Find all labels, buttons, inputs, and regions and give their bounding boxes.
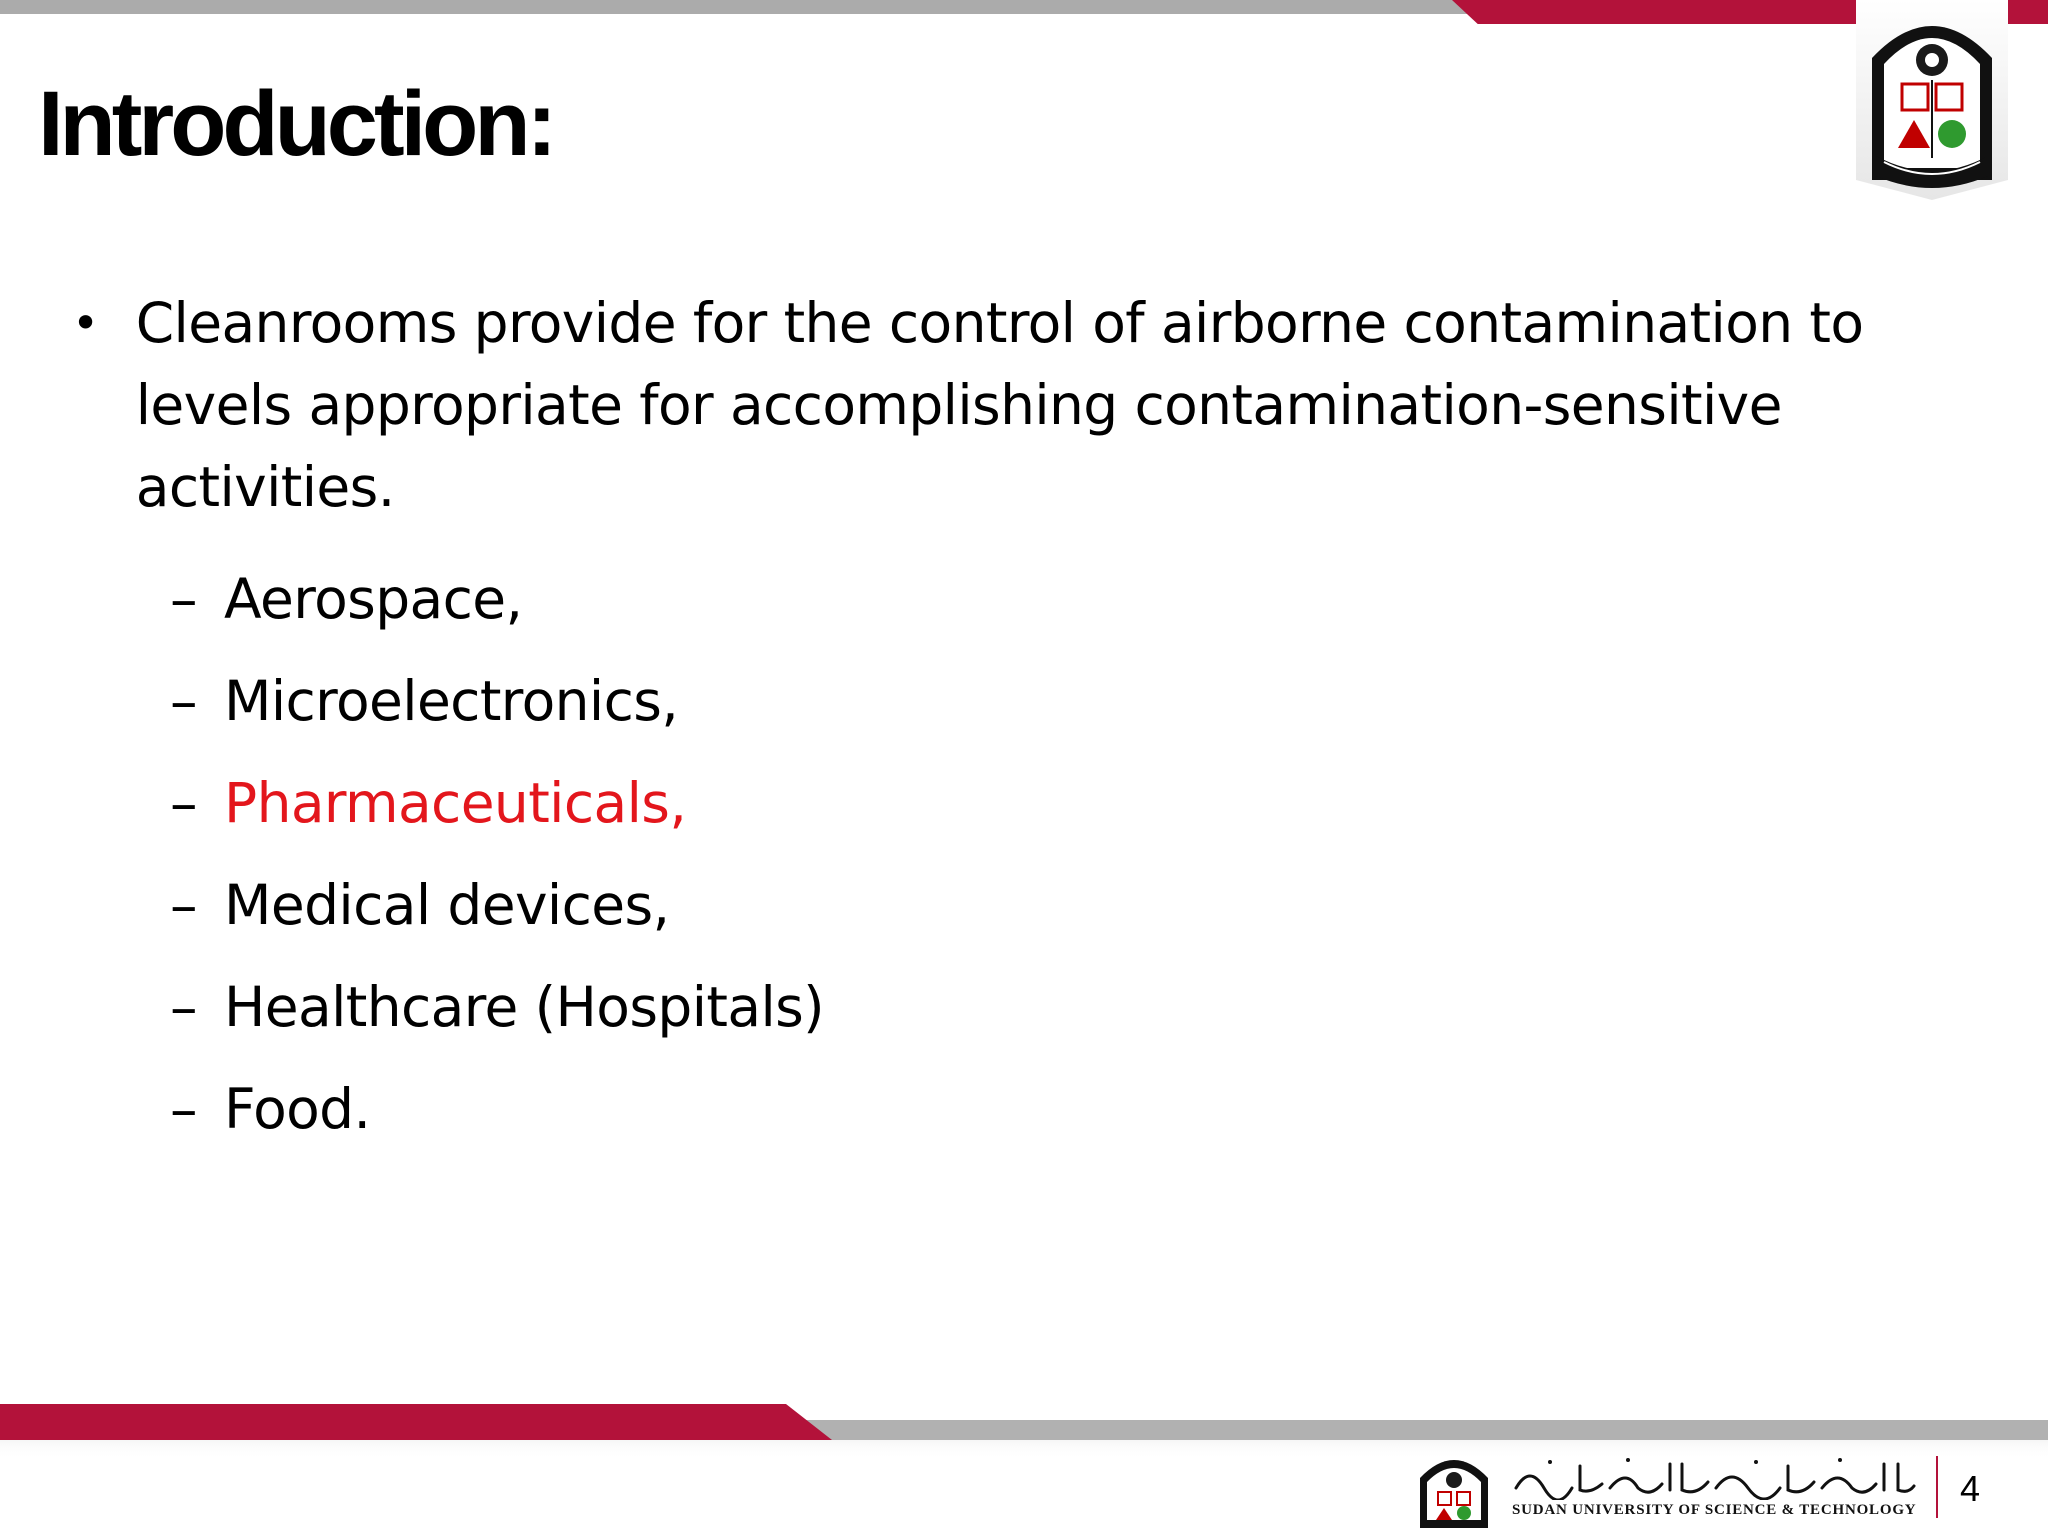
sub-item-food bbox=[170, 1058, 2008, 1160]
sub-item-healthcare bbox=[170, 956, 2008, 1058]
footer-crest-icon bbox=[1412, 1448, 1496, 1528]
footer-divider bbox=[1936, 1456, 1938, 1518]
sub-item-text: Microelectronics, bbox=[224, 669, 679, 733]
sub-item-text: Healthcare (Hospitals) bbox=[224, 975, 825, 1039]
sub-item-microelectronics bbox=[170, 650, 2008, 752]
sub-item-text: Medical devices, bbox=[224, 873, 670, 937]
sub-item-text-highlighted: Pharmaceuticals, bbox=[224, 771, 687, 835]
sub-list bbox=[68, 548, 2008, 1160]
dash-symbol: – bbox=[170, 567, 197, 631]
dash-symbol: – bbox=[170, 975, 197, 1039]
dash-symbol: – bbox=[170, 1077, 197, 1141]
top-decorative-bar bbox=[0, 0, 2048, 24]
sub-item-text: Aerospace, bbox=[224, 567, 523, 631]
sub-item-aerospace bbox=[170, 548, 2008, 650]
page-number: 4 bbox=[1960, 1468, 1981, 1509]
sub-item-text: Food. bbox=[224, 1077, 371, 1141]
slide-title: Introduction: bbox=[38, 73, 554, 175]
sub-item-medical-devices bbox=[170, 854, 2008, 956]
bottom-decorative-bar bbox=[0, 1400, 2048, 1460]
footer-university-name: SUDAN UNIVERSITY OF SCIENCE & TECHNOLOGY bbox=[1512, 1502, 1917, 1518]
sub-item-pharmaceuticals bbox=[170, 752, 2008, 854]
arabic-calligraphy-wordmark bbox=[1510, 1454, 1920, 1500]
slide-content bbox=[68, 282, 2008, 1160]
bullet-item bbox=[68, 282, 2008, 528]
dash-symbol: – bbox=[170, 669, 197, 733]
university-crest-icon bbox=[1856, 0, 2008, 200]
dash-symbol: – bbox=[170, 771, 197, 835]
bullet-symbol: • bbox=[72, 296, 100, 350]
dash-symbol: – bbox=[170, 873, 197, 937]
bullet-text: Cleanrooms provide for the control of airborne contamination to levels appropriate for accomplishing contamination-sensitive activities. bbox=[135, 291, 1864, 519]
